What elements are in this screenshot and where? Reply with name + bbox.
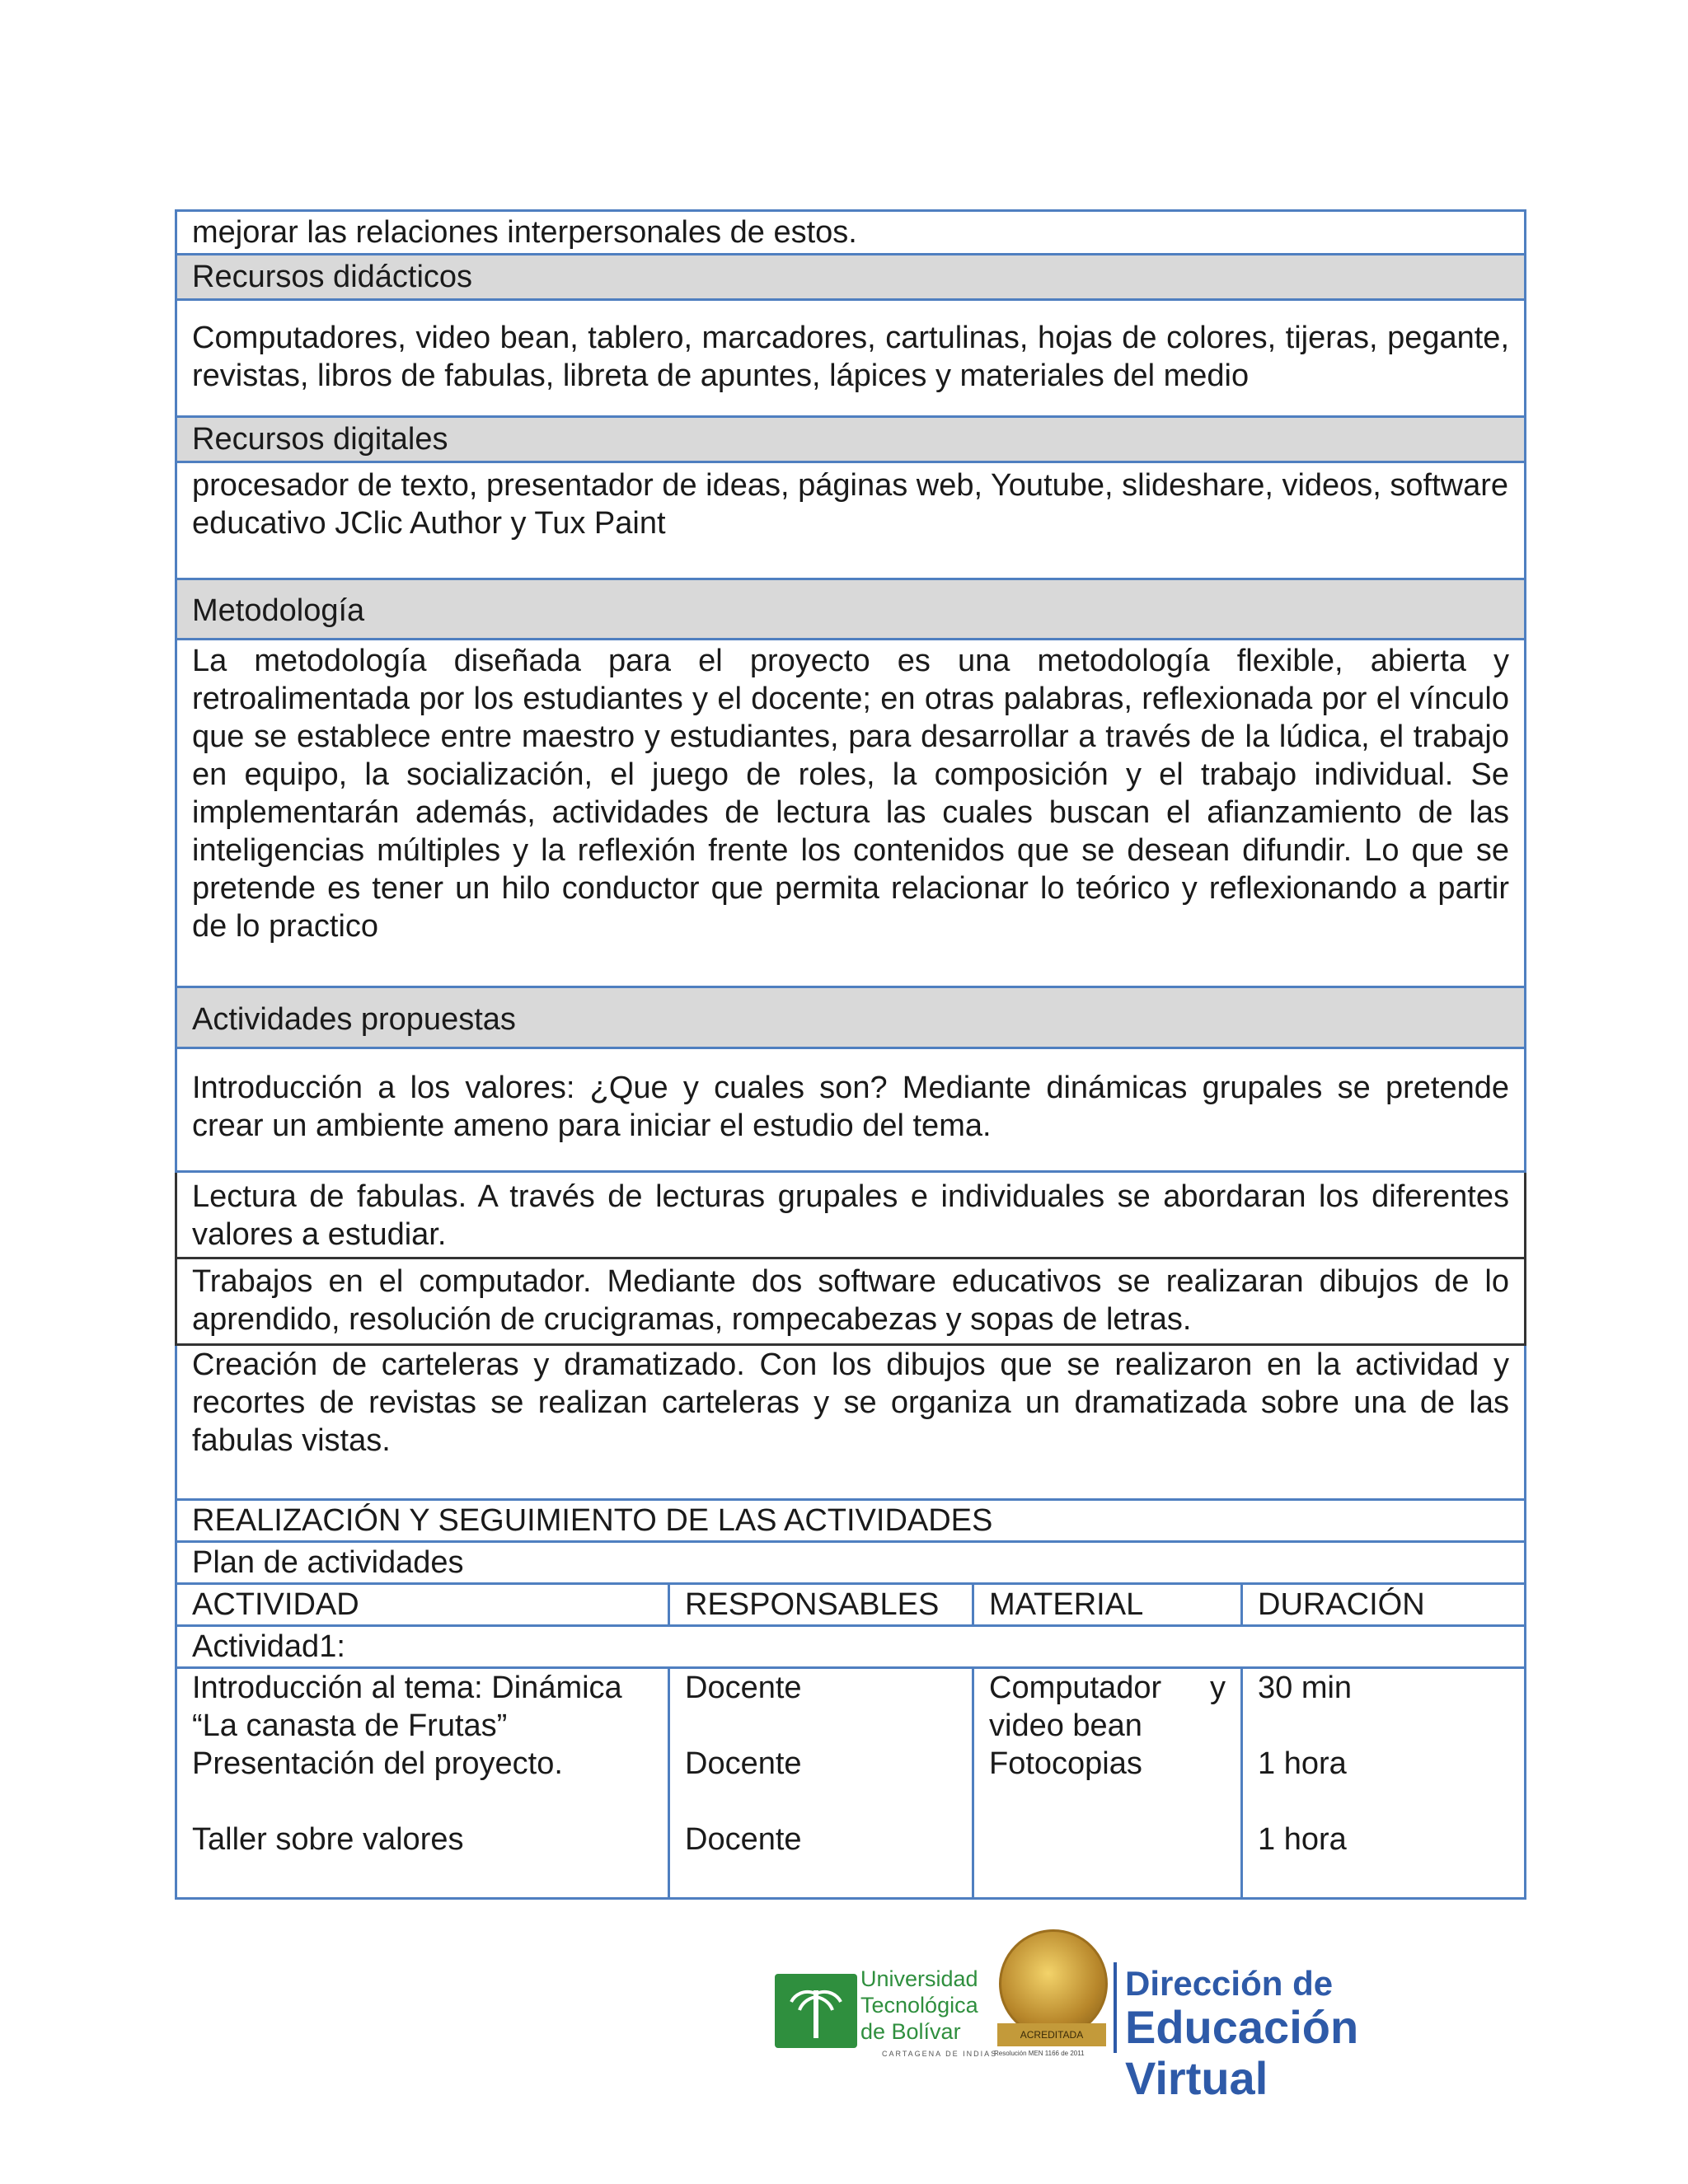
plan-table-body <box>175 1669 1526 1900</box>
direccion-line-1: Dirección de <box>1125 1964 1334 2003</box>
actividad-item: Lectura de fabulas. A través de lecturas grupales e individuales se abordaran los diferentes valores a estudiar. <box>175 1173 1526 1259</box>
actividad-column <box>175 1669 670 1900</box>
utb-line: Universidad <box>860 1966 978 1991</box>
logo-divider <box>1114 1962 1117 2053</box>
recursos-didacticos-text: Computadores, video bean, tablero, marcadores, cartulinas, hojas de colores, tijeras, pegante, revistas, libros de fabulas, libreta de apuntes, lápices y materiales del medio <box>175 301 1526 418</box>
metodologia-title: Metodología <box>175 580 1526 640</box>
material-cell: Computador y video bean <box>989 1671 1226 1743</box>
actividades-title: Actividades propuestas <box>175 988 1526 1049</box>
recursos-didacticos-title: Recursos didácticos <box>175 255 1526 301</box>
utb-subtitle: CARTAGENA DE INDIAS <box>882 2050 998 2058</box>
recursos-digitales-text: procesador de texto, presentador de ideas, páginas web, Youtube, slideshare, videos, software educativo JClic Author y Tux Paint <box>175 463 1526 580</box>
actividad-cell: Taller sobre valores <box>192 1822 464 1857</box>
utb-logo-icon <box>775 1974 857 2048</box>
duracion-cell: 1 hora <box>1258 1746 1347 1781</box>
utb-line: de Bolívar <box>860 2019 961 2044</box>
direccion-line-2: Educación Virtual <box>1125 2001 1359 2104</box>
header-duracion: DURACIÓN <box>1243 1585 1526 1627</box>
actividad-cell: Presentación del proyecto. <box>192 1746 563 1781</box>
duracion-cell: 30 min <box>1258 1671 1353 1705</box>
activity-label: Actividad1: <box>175 1627 1526 1669</box>
seal-band: ACREDITADA <box>997 2023 1106 2046</box>
actividad-item: Introducción a los valores: ¿Que y cuales son? Mediante dinámicas grupales se pretende crear un ambiente ameno para iniciar el estudio del tema. <box>175 1049 1526 1173</box>
actividad-item: Creación de carteleras y dramatizado. Con los dibujos que se realizaron en la actividad y recortes de revistas se realizan carteleras y se organiza un dramatizada sobre una de las fabulas vistas. <box>175 1346 1526 1501</box>
document-table <box>175 209 1526 1900</box>
header-responsables: RESPONSABLES <box>670 1585 974 1627</box>
seal-resolution: Resolución MEN 1166 de 2011 <box>994 2050 1085 2057</box>
plan-table-header <box>175 1585 1526 1627</box>
utb-line: Tecnológica <box>860 1993 978 2018</box>
duracion-cell: 1 hora <box>1258 1822 1347 1857</box>
seguimiento-title: REALIZACIÓN Y SEGUIMIENTO DE LAS ACTIVIDADES <box>175 1501 1526 1543</box>
header-material: MATERIAL <box>974 1585 1243 1627</box>
actividad-item: Trabajos en el computador. Mediante dos software educativos se realizaran dibujos de lo aprendido, resolución de crucigramas, rompecabezas y sopas de letras. <box>175 1259 1526 1346</box>
utb-name <box>860 1966 978 2045</box>
plan-actividades: Plan de actividades <box>175 1543 1526 1585</box>
material-cell: Fotocopias <box>989 1746 1142 1781</box>
metodologia-text: La metodología diseñada para el proyecto es una metodología flexible, abierta y retroalimentada por los estudiantes y el docente; en otras palabras, reflexionada por el vínculo que se establece entre maestro y estudiantes, para desarrollar a través de la lúdica, el trabajo en equipo, la socialización, el juego de roles, la composición y el trabajo individual. Se implementarán además, actividades de lectura las cuales buscan el afianzamiento de las inteligencias múltiples y la reflexión frente los contenidos que se desean difundir. Lo que se pretende es tener un hilo conductor que permita relacionar lo teórico y reflexionando a partir de lo practico <box>175 640 1526 988</box>
intro-line: mejorar las relaciones interpersonales de estos. <box>175 209 1526 255</box>
footer-logos <box>775 1924 1434 2104</box>
accreditation-seal-icon <box>999 1929 1108 2038</box>
material-column <box>974 1669 1243 1900</box>
duracion-column <box>1243 1669 1526 1900</box>
responsable-column <box>670 1669 974 1900</box>
responsable-cell: Docente <box>685 1671 802 1705</box>
recursos-digitales-title: Recursos digitales <box>175 418 1526 463</box>
responsable-cell: Docente <box>685 1822 802 1857</box>
actividad-cell: Introducción al tema: Dinámica “La canasta de Frutas” <box>192 1671 622 1743</box>
responsable-cell: Docente <box>685 1746 802 1781</box>
header-actividad: ACTIVIDAD <box>175 1585 670 1627</box>
